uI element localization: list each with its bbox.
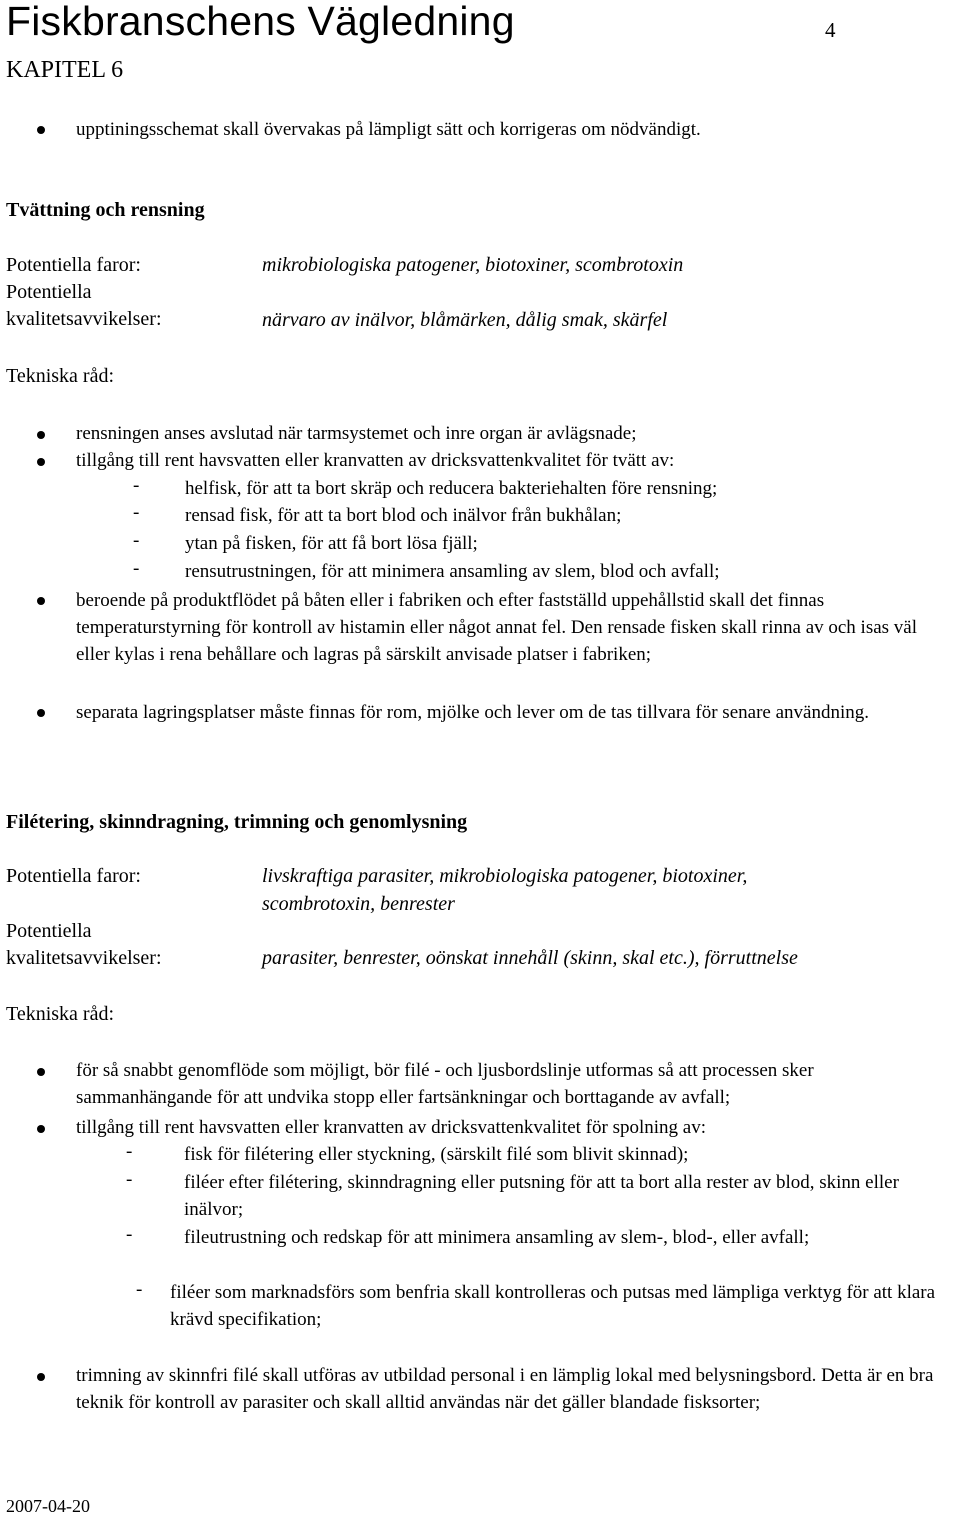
bullet-icon (37, 1125, 45, 1133)
sub-list-item: rensutrustningen, för att minimera ansamling av slem, blod och avfall; (185, 561, 720, 582)
sub-list-item: helfisk, för att ta bort skräp och reducera bakteriehalten före rensning; (185, 478, 718, 499)
dash-marker: - (136, 1279, 143, 1300)
page-number: 4 (825, 18, 836, 42)
quality-value: närvaro av inälvor, blåmärken, dålig smak, skärfel (262, 309, 668, 331)
hazards-value-line1: livskraftiga parasiter, mikrobiologiska patogener, biotoxiner, (262, 865, 748, 887)
list-item: upptiningsschemat skall övervakas på lämpligt sätt och korrigeras om nödvändigt. (76, 119, 701, 140)
technical-advice-label: Tekniska råd: (6, 1003, 115, 1025)
bullet-icon (37, 597, 45, 605)
chapter-label: KAPITEL 6 (6, 57, 124, 83)
section-heading: Tvättning och rensning (6, 199, 205, 221)
section-heading: Filétering, skinndragning, trimning och genomlysning (6, 811, 468, 833)
hazards-value: mikrobiologiska patogener, biotoxiner, scombrotoxin (262, 254, 684, 276)
list-item: trimning av skinnfri filé skall utföras av utbildad personal i en lämplig lokal med belysningsbord. Detta är en bra teknik för kontroll av parasiter och skall alltid användas när det gäller blandade fisksorter; (76, 1365, 934, 1413)
document-title: Fiskbranschens Vägledning (6, 0, 515, 44)
bullet-icon (37, 1373, 45, 1381)
hazards-value-line2: scombrotoxin, benrester (262, 893, 455, 915)
quality-label-line1: Potentiella (6, 281, 92, 303)
sub-list-item: fisk för filétering eller styckning, (särskilt filé som blivit skinnad); (184, 1144, 689, 1165)
sub-list-item: rensad fisk, för att ta bort blod och inälvor från bukhålan; (185, 505, 622, 526)
quality-value: parasiter, benrester, oönskat innehåll (skinn, skal etc.), förruttnelse (262, 947, 798, 969)
quality-label-line2: kvalitetsavvikelser: (6, 308, 162, 330)
dash-marker: - (133, 530, 140, 551)
dash-marker: - (126, 1224, 133, 1245)
hazards-label: Potentiella faror: (6, 865, 141, 887)
dash-marker: - (126, 1141, 133, 1162)
sub-list-item: filéer efter filétering, skinndragning eller putsning för att ta bort alla rester av blod, skinn eller inälvor; (184, 1172, 899, 1220)
list-item: separata lagringsplatser måste finnas för rom, mjölke och lever om de tas tillvara för senare användning. (76, 702, 869, 723)
sub-list-item: ytan på fisken, för att få bort lösa fjäll; (185, 533, 478, 554)
bullet-icon (37, 1068, 45, 1076)
list-item: tillgång till rent havsvatten eller kranvatten av dricksvattenkvalitet för tvätt av: (76, 450, 675, 471)
sub-list-item: filéer som marknadsförs som benfria skall kontrolleras och putsas med lämpliga verktyg för att klara krävd specifikation; (170, 1282, 936, 1330)
list-item: rensningen anses avslutad när tarmsystemet och inre organ är avlägsnade; (76, 423, 637, 444)
bullet-icon (37, 709, 45, 717)
quality-label-line1: Potentiella (6, 920, 92, 942)
technical-advice-label: Tekniska råd: (6, 365, 115, 387)
bullet-icon (37, 458, 45, 466)
dash-marker: - (133, 558, 140, 579)
dash-marker: - (133, 475, 140, 496)
list-item: för så snabbt genomflöde som möjligt, bör filé - och ljusbordslinje utformas så att processen sker sammanhängande för att undvika stopp eller fartsänkningar och borttagande av avfall; (76, 1060, 814, 1108)
hazards-label: Potentiella faror: (6, 254, 141, 276)
bullet-icon (37, 126, 45, 134)
footer-date: 2007-04-20 (6, 1496, 90, 1516)
list-item: tillgång till rent havsvatten eller kranvatten av dricksvattenkvalitet för spolning av: (76, 1117, 706, 1138)
dash-marker: - (133, 502, 140, 523)
list-item: beroende på produktflödet på båten eller i fabriken och efter fastställd uppehållstid skall det finnas temperaturstyrning för kontroll av histamin eller något annat fel. Den rensade fisken skall rinna av och isas väl eller kylas i rena behållare och lagras på särskilt anvisade platser i fabriken; (76, 590, 918, 665)
dash-marker: - (126, 1169, 133, 1190)
bullet-icon (37, 431, 45, 439)
quality-label-line2: kvalitetsavvikelser: (6, 947, 162, 969)
sub-list-item: fileutrustning och redskap för att minimera ansamling av slem-, blod-, eller avfall; (184, 1227, 810, 1248)
